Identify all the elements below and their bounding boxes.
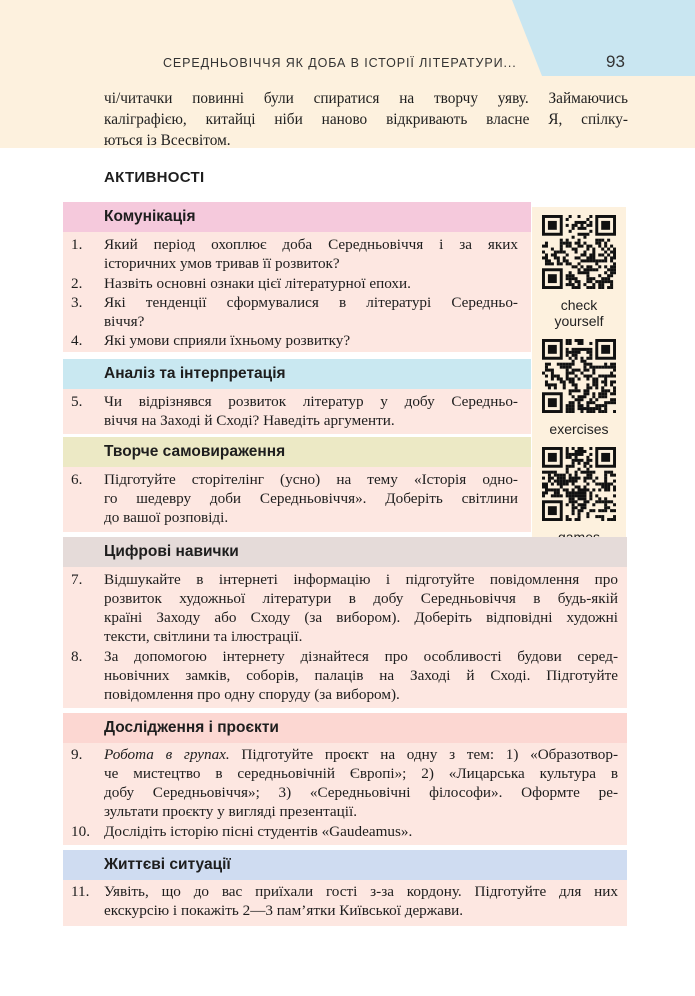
item-line: го шедевру доби Середньовіччя». Доберіть світлини (104, 490, 518, 507)
section-header-research (63, 713, 627, 743)
qr-label-line: exercises (549, 421, 609, 437)
item-line: країні Заходу або Сходу (за вибором). Доберіть відповідні художні (104, 609, 618, 626)
list-item (63, 274, 531, 294)
item-number: 2. (71, 275, 83, 292)
qr-finder-module (548, 398, 557, 407)
item-line (104, 745, 618, 764)
section-header-digital (63, 537, 627, 567)
qr-finder-module (548, 453, 557, 462)
item-line-rest: Підготуйте проєкт на одну з тем: 1) «Образотвор- (229, 746, 618, 763)
italic-lead: Робота в групах. (104, 746, 230, 763)
item-line: Чи відрізнявся розвиток літератур у добу Середньо- (104, 393, 518, 410)
list-item (63, 745, 627, 823)
item-line: За допомогою інтернету дізнайтеся про особливості будови серед- (104, 648, 618, 665)
section-body-life (63, 880, 627, 926)
item-number: 8. (71, 648, 83, 665)
qr-label-line: check (560, 297, 598, 313)
item-line: ньовічних замків, соборів, палаців на Заході й Сході. Підготуйте (104, 667, 618, 684)
item-number: 4. (71, 332, 83, 349)
item-line: Підготуйте сторітелінг (усно) на тему «Історія одно- (104, 471, 518, 488)
section-title: Комунікація (104, 208, 196, 225)
running-title: СЕРЕДНЬОВІЧЧЯ ЯК ДОБА В ІСТОРІЇ ЛІТЕРАТУРИ... (163, 56, 517, 70)
section-header-life (63, 850, 627, 880)
item-line: Назвіть основні ознаки цієї літературної епохи. (104, 275, 411, 292)
qr-finder-module (601, 221, 610, 230)
item-line: Уявіть, що до вас приїхали гості з-за кордону. Підготуйте для них (104, 883, 618, 900)
section-body-creative (63, 467, 531, 532)
section-title: Творче самовираження (104, 443, 286, 460)
list-item (63, 882, 627, 922)
item-number: 11. (71, 883, 90, 900)
item-line: Які тенденції сформувалися в літературі Середньо- (104, 294, 518, 311)
list-item (63, 570, 627, 648)
section-title: Аналіз та інтерпретація (104, 365, 286, 382)
qr-finder-module (548, 506, 557, 515)
item-line: до вашої розповіді. (104, 509, 229, 526)
qr-finder-module (548, 274, 557, 283)
qr-code-icon[interactable] (542, 447, 616, 521)
section-body-research (63, 743, 627, 845)
activities-heading: АКТИВНОСТІ (104, 169, 205, 186)
item-line: розвиток художньої літератури в добу Середньовіччя в будь-якій (104, 590, 618, 607)
item-line: Дослідіть історію пісні студентів «Gaudeamus». (104, 823, 413, 840)
section-body-analysis (63, 389, 531, 434)
list-item (63, 392, 531, 432)
qr-finder-module (548, 221, 557, 230)
list-item (63, 647, 627, 707)
item-number: 6. (71, 471, 83, 488)
list-item (63, 470, 531, 530)
item-line: зультати проєкту у вигляді презентації. (104, 803, 358, 820)
qr-code-icon[interactable] (542, 339, 616, 413)
item-line: повідомлення про одну споруду (за вибором). (104, 686, 400, 703)
intro-paragraph (104, 88, 628, 151)
qr-finder-module (601, 453, 610, 462)
item-line: добу Середньовіччя»; 3) «Середньовічні філософи». Оформте ре- (104, 784, 618, 801)
section-title: Життєві ситуації (104, 856, 231, 873)
page-number: 93 (606, 52, 625, 71)
section-body-digital (63, 567, 627, 708)
section-header-creative (63, 437, 531, 467)
item-line: тексти, світлини та ілюстрації. (104, 628, 303, 645)
qr-panel (532, 207, 626, 553)
list-item (63, 235, 531, 275)
item-line: Які умови сприяли їхньому розвитку? (104, 332, 351, 349)
item-line: Який період охоплює доба Середньовіччя і за яких (104, 236, 518, 253)
list-item (63, 293, 531, 333)
item-number: 10. (71, 823, 90, 840)
item-line: че мистецтво в середньовічній Європі»; 2) «Лицарська культура в (104, 765, 618, 782)
list-item (63, 822, 627, 842)
qr-label-exercises[interactable] (532, 421, 626, 437)
section-header-communication (63, 202, 531, 232)
item-line: віччя? (104, 313, 145, 330)
item-line: екскурсію і покажіть 2—3 пам’ятки Київської держави. (104, 902, 464, 919)
item-line: історичних умов тривав її розвиток? (104, 255, 340, 272)
qr-finder-module (548, 345, 557, 354)
item-number: 1. (71, 236, 83, 253)
list-item (63, 331, 531, 351)
qr-label-check-yourself[interactable] (532, 297, 626, 329)
qr-finder-module (601, 345, 610, 354)
intro-line: каліграфією, китайці ніби наново відкривають власне Я, спілку- (104, 111, 628, 128)
section-header-analysis (63, 359, 531, 389)
item-number: 5. (71, 393, 83, 410)
qr-code-icon[interactable] (542, 215, 616, 289)
section-title: Цифрові навички (104, 543, 239, 560)
item-line: віччя на Заході й Сході? Наведіть аргументи. (104, 412, 395, 429)
qr-label-line: yourself (554, 313, 604, 329)
intro-line: ються із Всесвітом. (104, 132, 231, 149)
intro-line: чі/читачки повинні були спиратися на творчу уяву. Займаючись (104, 90, 628, 107)
section-title: Дослідження і проєкти (104, 719, 279, 736)
item-line: Відшукайте в інтернеті інформацію і підготуйте повідомлення про (104, 571, 618, 588)
item-number: 3. (71, 294, 83, 311)
section-body-communication (63, 232, 531, 352)
item-number: 9. (71, 746, 83, 763)
item-number: 7. (71, 571, 83, 588)
